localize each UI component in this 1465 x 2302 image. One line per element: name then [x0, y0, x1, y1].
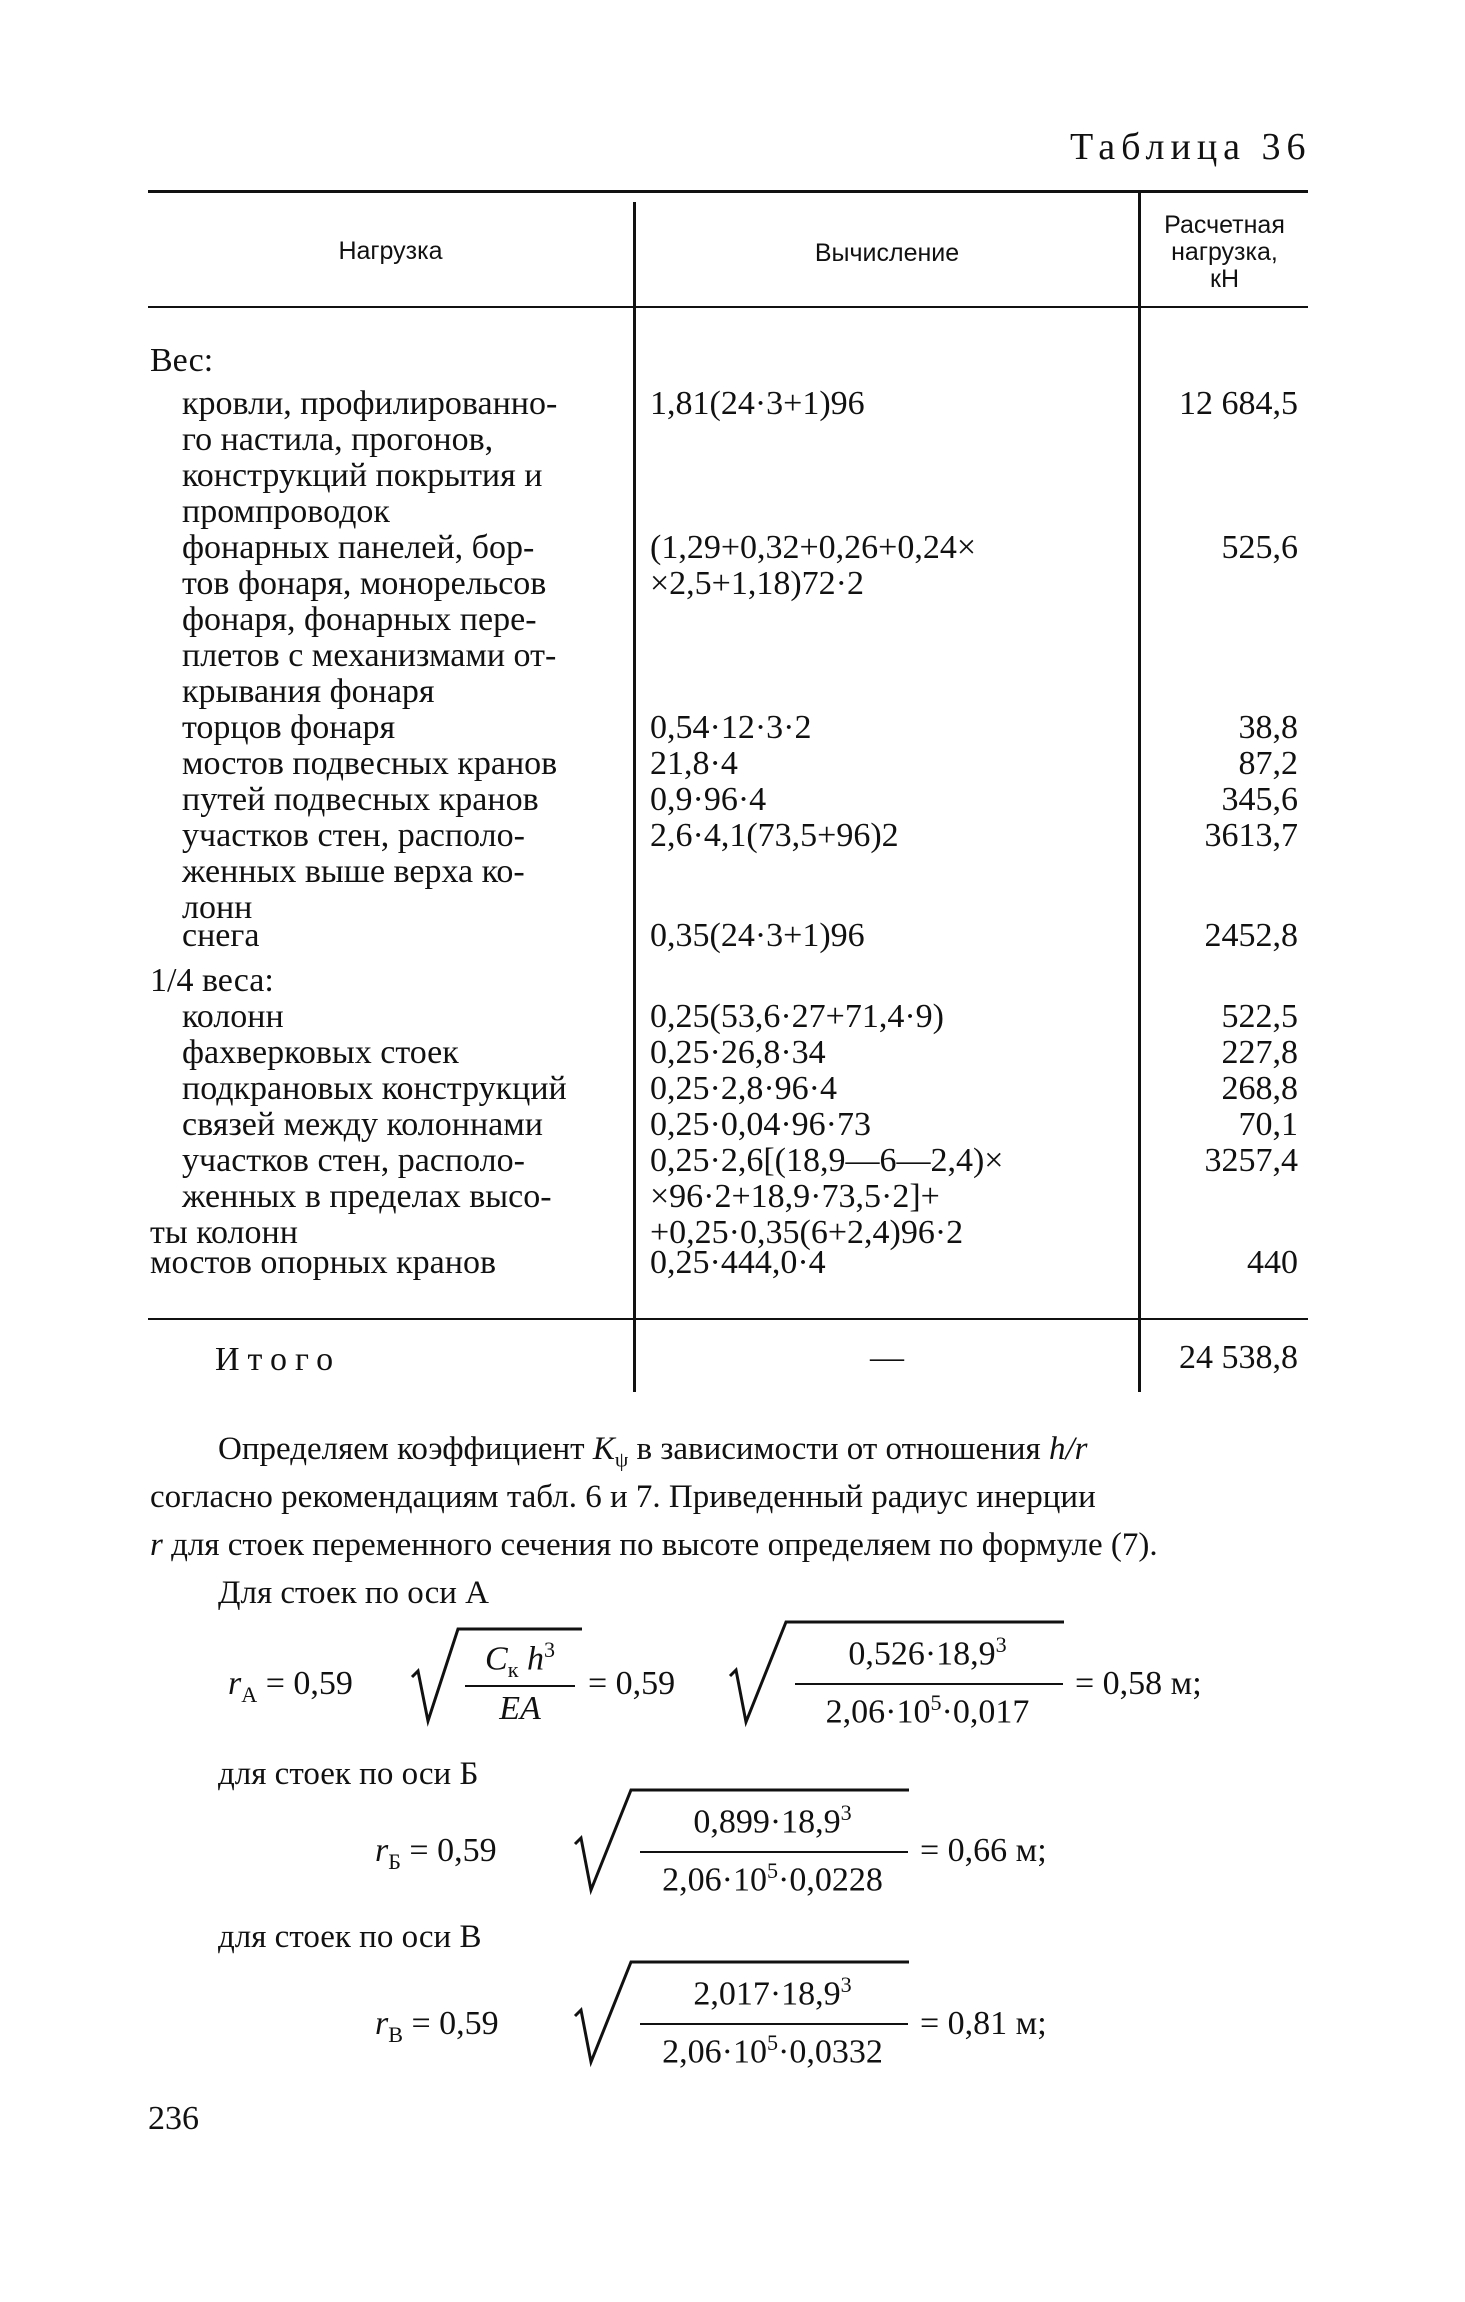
formula-v-fraction-line	[640, 2023, 908, 2025]
table-row-load: фонарных панелей, бор- тов фонаря, монорельсов фонаря, фонарных пере- плетов с механизмами от- крывания фонаря	[182, 529, 557, 710]
table-row-load: подкрановых конструкций	[182, 1070, 567, 1107]
table-row-calc: 1,81(24·3+1)96	[650, 385, 865, 422]
table-row-value: 3613,7	[1204, 817, 1298, 854]
paragraph-axis-a: Для стоек по оси А	[218, 1575, 489, 1611]
table-row-calc: 0,9·96·4	[650, 781, 767, 818]
table-row-calc: 0,25·2,8·96·4	[650, 1070, 837, 1107]
paragraph-axis-b: для стоек по оси Б	[218, 1756, 479, 1792]
table-row-calc: 2,6·4,1(73,5+96)2	[650, 817, 899, 854]
group-quarter-weight-label: 1/4 веса:	[150, 962, 274, 999]
table-row-value: 70,1	[1238, 1106, 1298, 1143]
total-value: 24 538,8	[1179, 1339, 1298, 1376]
table-row-calc: 0,25·444,0·4	[650, 1244, 826, 1281]
formula-b-den: $2,06\cdot 10^5\cdot 0,0228$	[662, 1858, 883, 1899]
formula-a-fraction-line-1	[465, 1685, 575, 1687]
paragraph-axis-v: для стоек по оси В	[218, 1919, 482, 1955]
page-number: 236	[148, 2100, 199, 2137]
table-row-load: мостов опорных кранов	[150, 1244, 497, 1281]
table-row-load: связей между колоннами	[182, 1106, 543, 1143]
formula-a-result: = 0,58 м;	[1075, 1665, 1202, 1702]
formula-a-lhs: $r_А = 0,59$	[228, 1665, 353, 1707]
table-row-value: 268,8	[1221, 1070, 1298, 1107]
header-design-load: Расчетная нагрузка, кН	[1164, 211, 1285, 293]
table-row-load: колонн	[182, 998, 284, 1035]
formula-a-den1: EA	[499, 1690, 541, 1727]
table-row-value: 87,2	[1238, 745, 1298, 782]
table-row-value: 227,8	[1221, 1034, 1298, 1071]
table-total-rule	[148, 1318, 1308, 1320]
table-row-calc: 0,54·12·3·2	[650, 709, 812, 746]
formula-v-num: $2,017\cdot 18,9^3$	[693, 1972, 852, 2013]
formula-v-result: = 0,81 м;	[920, 2005, 1047, 2042]
table-row-load: кровли, профилированно- го настила, прогонов, конструкций покрытия и промпроводок	[182, 385, 558, 530]
formula-a-num1: $C_к$ $h^3$	[485, 1637, 555, 1683]
table-column-divider-2	[1138, 190, 1141, 1392]
paragraph-line-1: Определяем коэффициент $K_\psi$ в зависимости от отношения h/r	[218, 1431, 1088, 1472]
table-row-load: фахверковых стоек	[182, 1034, 459, 1071]
table-row-value: 345,6	[1221, 781, 1298, 818]
table-row-load: мостов подвесных кранов	[182, 745, 558, 782]
formula-b-fraction-line	[640, 1851, 908, 1853]
formula-v-lhs: $r_В = 0,59$	[375, 2005, 499, 2047]
total-label: Итого	[215, 1341, 342, 1378]
table-row-calc: (1,29+0,32+0,26+0,24× ×2,5+1,18)72·2	[650, 529, 977, 602]
formula-a-fraction-line-2	[795, 1683, 1063, 1685]
formula-b-result: = 0,66 м;	[920, 1832, 1047, 1869]
table-row-calc: 0,25(53,6·27+71,4·9)	[650, 998, 944, 1035]
table-header-rule	[148, 306, 1308, 308]
table-row-value: 522,5	[1221, 998, 1298, 1035]
table-row-calc: 0,25·26,8·34	[650, 1034, 826, 1071]
table-row-value: 2452,8	[1204, 917, 1298, 954]
table-row-value: 525,6	[1221, 529, 1298, 566]
formula-a-num2: $0,526\cdot 18,9^3$	[848, 1632, 1007, 1673]
header-calculation: Вычисление	[814, 239, 960, 267]
table-row-value: 38,8	[1238, 709, 1298, 746]
table-row-calc: 21,8·4	[650, 745, 738, 782]
header-load: Нагрузка	[338, 237, 443, 265]
table-row-load: торцов фонаря	[182, 709, 396, 746]
table-row-load: участков стен, располо- женных выше верха ко- лонн	[182, 817, 525, 926]
formula-a-mid: = 0,59	[588, 1665, 676, 1702]
formula-v-den: $2,06\cdot 10^5\cdot 0,0332$	[662, 2030, 883, 2071]
total-calc: —	[870, 1339, 904, 1376]
table-row-load: снега	[182, 917, 260, 954]
table-row-value: 12 684,5	[1179, 385, 1298, 422]
formula-b-lhs: $r_Б = 0,59$	[375, 1832, 497, 1874]
table-top-rule	[148, 190, 1308, 193]
table-caption: Таблица 36	[1070, 126, 1312, 168]
table-row-calc: 0,25·2,6[(18,9—6—2,4)× ×96·2+18,9·73,5·2]+ +0,25·0,35(6+2,4)96·2	[650, 1142, 1004, 1251]
table-row-load: участков стен, располо- женных в пределах высо- ты колонн	[150, 1142, 552, 1251]
table-row-calc: 0,25·0,04·96·73	[650, 1106, 871, 1143]
paragraph-line-2: согласно рекомендациям табл. 6 и 7. Приведенный радиус инерции	[150, 1479, 1096, 1515]
table-row-value: 3257,4	[1204, 1142, 1298, 1179]
table-row-load: путей подвесных кранов	[182, 781, 539, 818]
formula-b-num: $0,899\cdot 18,9^3$	[693, 1800, 852, 1841]
table-row-calc: 0,35(24·3+1)96	[650, 917, 865, 954]
table-column-divider-1	[633, 202, 636, 1392]
paragraph-line-3: r для стоек переменного сечения по высоте определяем по формуле (7).	[150, 1527, 1158, 1563]
group-weight-label: Вес:	[150, 342, 214, 379]
table-row-value: 440	[1247, 1244, 1298, 1281]
formula-a-den2: $2,06\cdot 10^5\cdot 0,017$	[825, 1690, 1030, 1731]
